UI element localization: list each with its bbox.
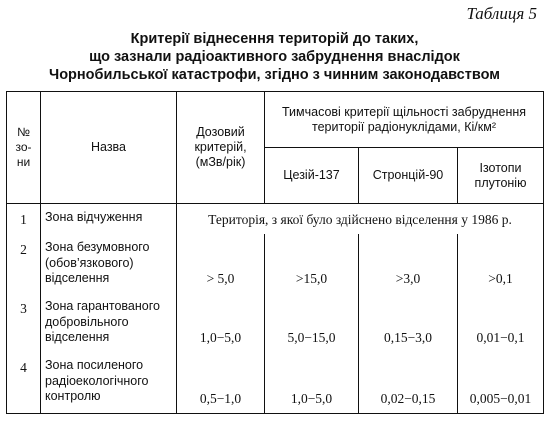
header-dose: Дозовий критерій, (мЗв/рік) (177, 92, 265, 204)
title-line-2: що зазнали радіоактивного забруднення внаслідок (89, 49, 460, 65)
row-num: 3 (7, 293, 41, 352)
row-sr: 0,02−0,15 (359, 352, 458, 413)
row-pu: 0,005−0,01 (458, 352, 544, 413)
row-cs: >15,0 (265, 234, 359, 293)
row-cs: 1,0−5,0 (265, 352, 359, 413)
header-density: Тимчасові критерії щільності забруднення території радіонуклідами, Кі/км² (265, 92, 544, 148)
row-sr: 0,15−3,0 (359, 293, 458, 352)
table-row (7, 234, 544, 293)
header-cs: Цезій-137 (265, 148, 359, 204)
table-row (7, 352, 544, 413)
zones-table (6, 91, 544, 414)
row-name: Зона відчуження (41, 204, 177, 235)
row-name: Зона посиленого радіоекологічного контролю (41, 352, 177, 413)
row-dose: 1,0−5,0 (177, 293, 265, 352)
header-sr: Стронцій-90 (359, 148, 458, 204)
row-num: 4 (7, 352, 41, 413)
header-name: Назва (41, 92, 177, 204)
row-pu: >0,1 (458, 234, 544, 293)
table-title (0, 30, 549, 84)
row-pu: 0,01−0,1 (458, 293, 544, 352)
row-span-text: Територія, з якої було здійснено відселення у 1986 р. (177, 204, 544, 235)
title-line-3: Чорнобильської катастрофи, згідно з чинним законодавством (49, 67, 500, 83)
row-name: Зона безумовного (обов’язкового) відселення (41, 234, 177, 293)
row-cs: 5,0−15,0 (265, 293, 359, 352)
row-num: 2 (7, 234, 41, 293)
table-row (7, 204, 544, 235)
row-dose: > 5,0 (177, 234, 265, 293)
header-num: № зо- ни (7, 92, 41, 204)
table-caption: Таблиця 5 (466, 4, 537, 23)
header-pu: Ізотопи плутонію (458, 148, 544, 204)
row-num: 1 (7, 204, 41, 235)
row-name: Зона гарантованого добровільного відселення (41, 293, 177, 352)
table-row (7, 293, 544, 352)
row-dose: 0,5−1,0 (177, 352, 265, 413)
row-sr: >3,0 (359, 234, 458, 293)
title-line-1: Критерії віднесення територій до таких, (130, 31, 419, 47)
